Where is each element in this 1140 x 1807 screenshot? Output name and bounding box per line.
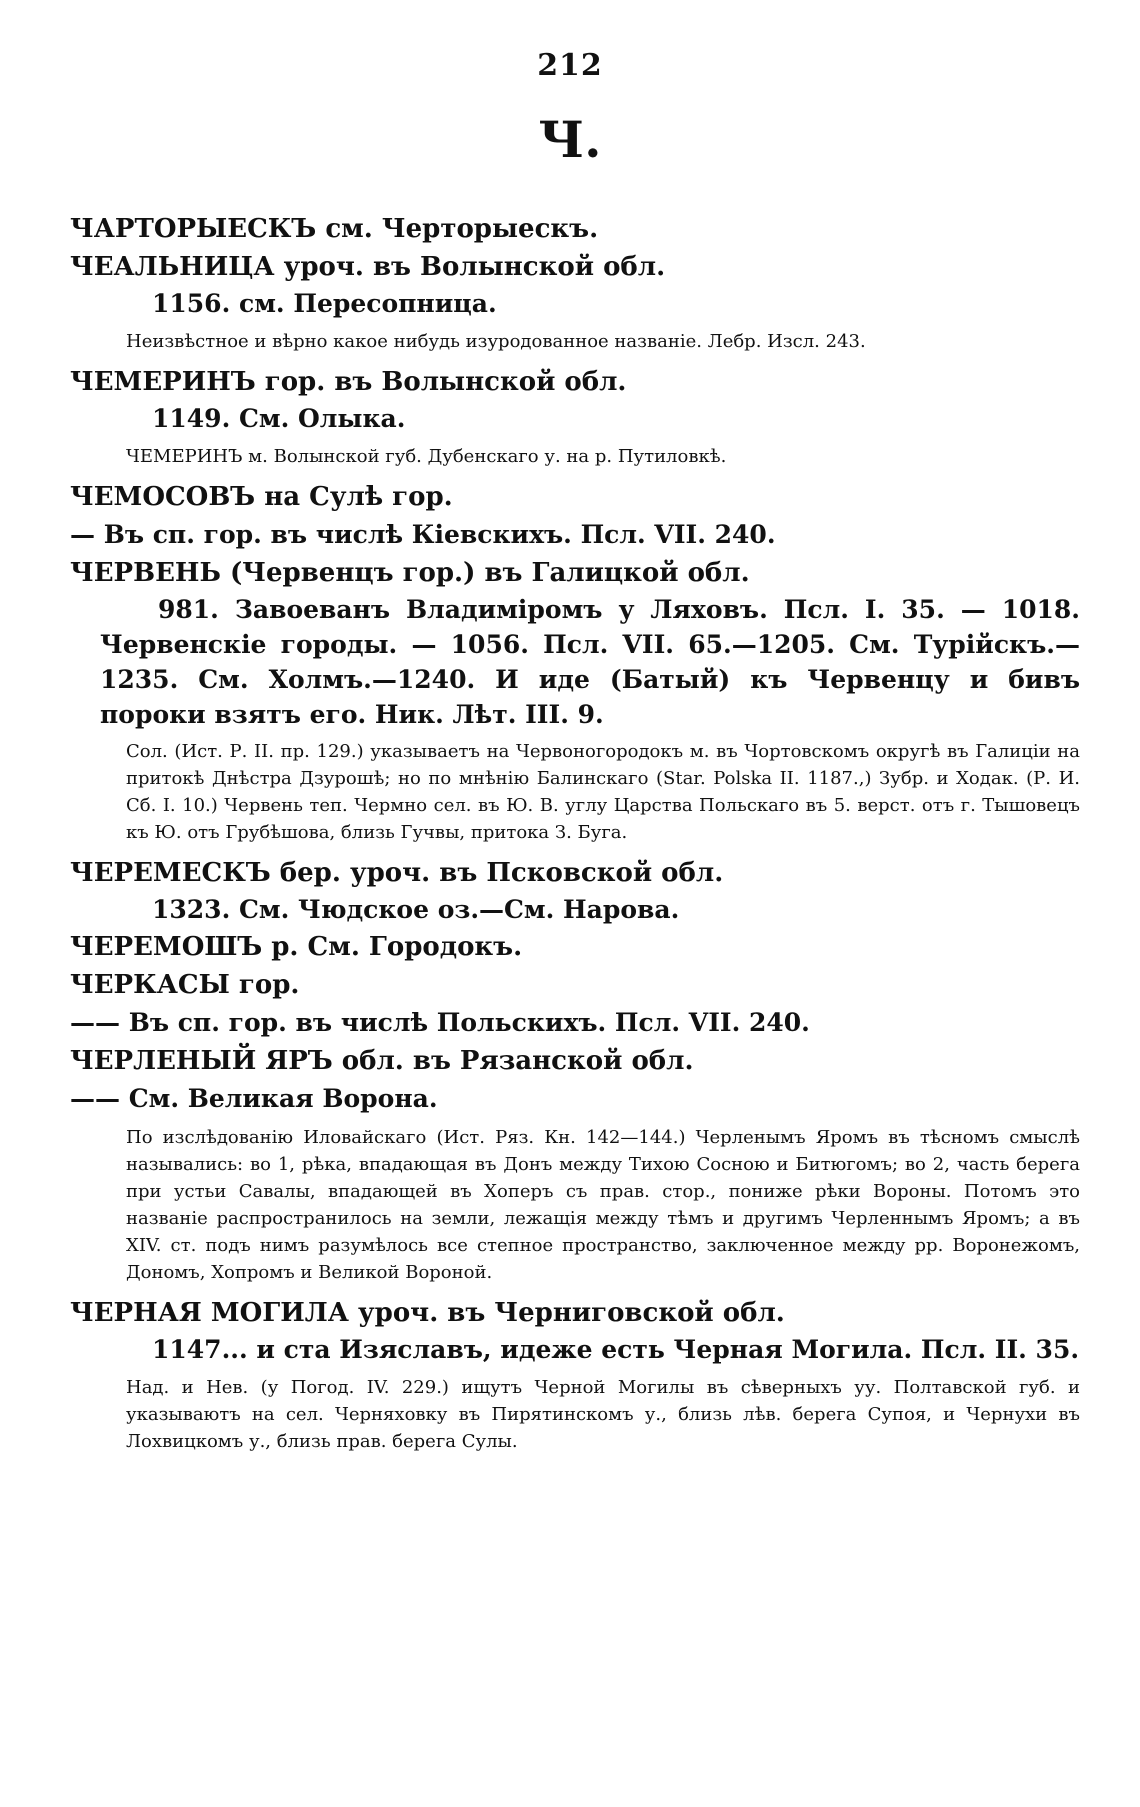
entry-text: р. См. Городокъ. (262, 932, 523, 962)
entry-text: гор. (229, 970, 300, 1000)
entry-chealnitsa (70, 248, 1080, 286)
entry-dash-line: —— Въ сп. гор. въ числѣ Польскихъ. Псл. VII. 240. (70, 1008, 810, 1037)
entry-chemerin (70, 363, 1080, 401)
entry-note: ЧЕМЕРИНЪ м. Волынской губ. Дубенскаго у. на р. Путиловкѣ. (126, 446, 727, 467)
headword: ЧЕМОСОВЪ (70, 482, 256, 512)
entry-note: По изслѣдованію Иловайскаго (Ист. Ряз. Кн. 142—144.) Черленымъ Яромъ въ тѣсномъ смыслѣ назывались: во 1, рѣка, впадающая въ Донъ между Тихою Сосною и Битюгомъ; во 2, часть берега при устьи Савалы, впадающей въ Хоперъ съ прав. стор., пониже рѣки Вороны. Потомъ это названіе распространилось на земли, лежащія между тѣмъ и другимъ Черленнымъ Яромъ; а въ XIV. ст. подъ нимъ разумѣлось все степное пространство, заключенное между рр. Воронежомъ, Дономъ, Хопромъ и Великой Вороной. (126, 1127, 1080, 1283)
headword: ЧЕРКАСЫ (70, 970, 230, 1000)
entry-sub: 1149. См. Олыка. (152, 404, 406, 433)
entry-dash-line: —— См. Великая Ворона. (70, 1084, 438, 1113)
headword: ЧЕРЕМЕСКЪ (70, 858, 271, 888)
entry-cheremosh (70, 928, 1080, 966)
entry-sub: 1323. См. Чюдское оз.—См. Нарова. (152, 895, 680, 924)
entry-cherkasy (70, 966, 1080, 1004)
section-letter: Ч. (538, 110, 602, 169)
entry-text: на Сулѣ гор. (255, 482, 453, 512)
entry-text: см. Черторыескъ. (316, 214, 599, 244)
headword: ЧЕРЕМОШЪ (70, 932, 263, 962)
headword: ЧЕРНАЯ МОГИЛА (70, 1298, 349, 1328)
entry-text: (Червенцъ гор.) въ Галицкой обл. (220, 558, 750, 588)
entry-chernaya-mogila (70, 1294, 1080, 1332)
entry-cheremesk (70, 854, 1080, 892)
headword: ЧЕРВЕНЬ (70, 558, 221, 588)
entry-note: Неизвѣстное и вѣрно какое нибудь изуродованное названіе. Лебр. Изсл. 243. (126, 331, 866, 352)
entry-chartoryesk (70, 210, 1080, 248)
entry-text: гор. въ Волынской обл. (255, 367, 627, 397)
entry-text: обл. въ Рязанской обл. (332, 1046, 694, 1076)
entries (70, 210, 1080, 1463)
headword: ЧАРТОРЫЕСКЪ (70, 214, 317, 244)
entry-dash-line: — Въ сп. гор. въ числѣ Кіевскихъ. Псл. VII. 240. (70, 520, 776, 549)
entry-cherven (70, 554, 1080, 592)
headword: ЧЕАЛЬНИЦА (70, 252, 275, 282)
entry-sub: 1147... и ста Изяславъ, идеже есть Черная Могила. Псл. II. 35. (152, 1335, 1080, 1364)
entry-note: Сол. (Ист. Р. II. пр. 129.) указываетъ на Червоногородокъ м. въ Чортовскомъ округѣ въ Галиціи на притокѣ Днѣстра Дзурошѣ; но по мнѣнію Балинскаго (Star. Polska II. 1187.,) Зубр. и Ходак. (Р. И. Сб. I. 10.) Червень теп. Чермно сел. въ Ю. В. углу Царства Польскаго въ 5. верст. отъ г. Тышовецъ къ Ю. отъ Грубѣшова, близь Гучвы, притока З. Буга. (126, 741, 1080, 843)
entry-chemosov (70, 478, 1080, 516)
headword: ЧЕРЛЕНЫЙ ЯРЪ (70, 1046, 333, 1076)
page-number: 212 (537, 48, 603, 83)
headword: ЧЕМЕРИНЪ (70, 367, 256, 397)
entry-sub: 1156. см. Пересопница. (152, 289, 497, 318)
entry-note: Над. и Нев. (у Погод. IV. 229.) ищутъ Черной Могилы въ сѣверныхъ уу. Полтавской губ. и указываютъ на сел. Черняховку въ Пирятинскомъ у., близь лѣв. берега Супоя, и Чернухи въ Лохвицкомъ у., близь прав. берега Сулы. (126, 1377, 1080, 1452)
entry-text: бер. уроч. въ Псковской обл. (270, 858, 724, 888)
entry-text: уроч. въ Черниговской обл. (348, 1298, 785, 1328)
entry-body: 981. Завоеванъ Владиміромъ у Ляховъ. Псл. I. 35. — 1018. Червенскіе городы. — 1056. Псл. VII. 65.—1205. См. Турійскъ.—1235. См. Холмъ.—1240. И иде (Батый) къ Червенцу и бивъ пороки взятъ его. Ник. Лѣт. III. 9. (100, 595, 1080, 729)
entry-cherleny-yar (70, 1042, 1080, 1080)
entry-text: уроч. въ Волынской обл. (274, 252, 666, 282)
